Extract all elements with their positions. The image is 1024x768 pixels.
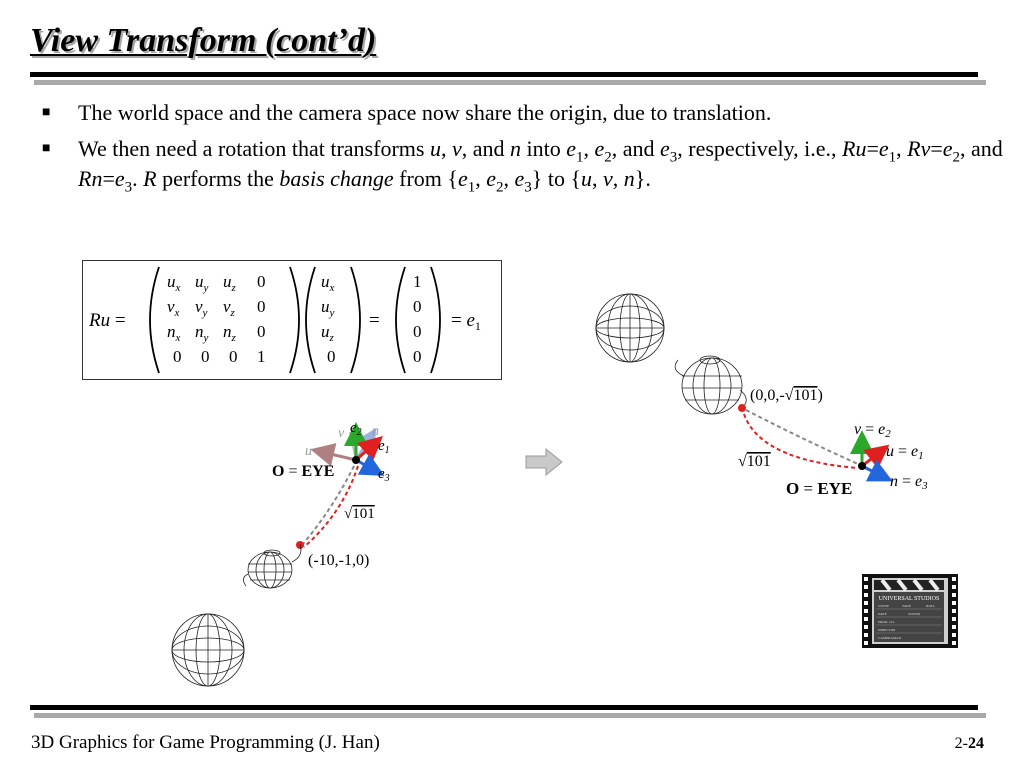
teapot-point xyxy=(738,404,746,412)
matrix-equation xyxy=(82,260,502,380)
svg-text:ROLL: ROLL xyxy=(926,604,936,608)
left-axis-u: u xyxy=(305,444,312,459)
left-origin-label: O = EYE xyxy=(272,463,335,480)
matrix-r xyxy=(167,272,266,366)
svg-text:0: 0 xyxy=(257,322,266,341)
svg-text:0: 0 xyxy=(201,347,210,366)
svg-text:DATE: DATE xyxy=(878,612,887,616)
left-distance-label: √101 xyxy=(344,506,375,522)
bullet-1-text: The world space and the camera space now share the origin, due to translation. xyxy=(78,100,772,125)
svg-text:TAKE: TAKE xyxy=(902,604,912,608)
eq-lhs: Ru = xyxy=(89,310,126,331)
footer-rule-shadow xyxy=(34,713,986,718)
bullet-square-icon: ■ xyxy=(42,105,51,120)
svg-text:nx: $n_x$ xyxy=(167,322,181,344)
teapot-icon xyxy=(243,544,301,588)
svg-text:vx: $v_x$ xyxy=(167,297,180,319)
result-vector xyxy=(413,272,422,366)
svg-text:ny: $n_y$ xyxy=(195,322,209,344)
svg-text:uz: $u_z$ xyxy=(321,322,334,344)
transition-arrow-icon xyxy=(524,447,564,477)
left-diagram xyxy=(160,410,420,695)
eq-rhs: = $e_1$ xyxy=(451,310,481,333)
teapot-icon xyxy=(675,356,746,414)
bullet-2-text: We then need a rotation that transforms u, v, and n into $e_1$, $e_2$, and $e_3$, respectively, i.e., $Ru=e_1$, $Rv=e_2$, and $Rn=e_3$. R performs the basis change from {$e_1$, $e_2$, $e_3$} to {u, v, n}. xyxy=(78,136,1003,196)
eq-equals: = xyxy=(369,310,380,331)
slide-title: View Transform (cont’d) xyxy=(30,22,377,59)
svg-text:SOUND: SOUND xyxy=(908,612,921,616)
svg-text:0: 0 xyxy=(229,347,238,366)
left-axis-e1: $e_1$ xyxy=(378,438,390,456)
svg-text:1: 1 xyxy=(413,272,422,291)
svg-text:PROD. CO.: PROD. CO. xyxy=(878,620,895,624)
svg-text:0: 0 xyxy=(413,347,422,366)
svg-text:0: 0 xyxy=(327,347,336,366)
sphere-icon xyxy=(172,614,244,686)
svg-text:0: 0 xyxy=(173,347,182,366)
svg-text:uz: $u_z$ xyxy=(223,272,236,294)
left-axis-e2: $e_2$ xyxy=(350,420,362,438)
svg-text:CAMERAMAN: CAMERAMAN xyxy=(878,636,902,640)
right-point-label: (0,0,-√101) xyxy=(750,387,823,404)
svg-text:ux: $u_x$ xyxy=(167,272,181,294)
right-axis-n: n = e3 xyxy=(890,473,928,492)
svg-text:vy: $v_y$ xyxy=(195,297,208,319)
right-origin-label: O = EYE xyxy=(786,479,853,498)
footer-rule xyxy=(30,705,978,710)
footer-course: 3D Graphics for Game Programming (J. Han) xyxy=(31,732,380,753)
right-diagram xyxy=(590,290,960,510)
svg-text:uy: $u_y$ xyxy=(195,272,209,294)
svg-text:nz: $n_z$ xyxy=(223,322,236,344)
svg-text:SCENE: SCENE xyxy=(878,604,890,608)
bullet-list xyxy=(36,98,1016,200)
right-axis-u: u = e1 xyxy=(886,443,924,462)
right-distance-label: √101 xyxy=(738,453,771,470)
svg-text:DIRECTOR: DIRECTOR xyxy=(878,628,896,632)
left-axis-e3: $e_3$ xyxy=(378,466,390,484)
title-rule-shadow xyxy=(34,80,986,85)
clapper-studio: UNIVERSAL STUDIOS xyxy=(878,596,940,602)
svg-text:0: 0 xyxy=(413,297,422,316)
vector-u xyxy=(321,272,336,366)
eye-point xyxy=(858,462,866,470)
page-number: 2-24 xyxy=(954,735,984,752)
svg-text:vz: $v_z$ xyxy=(223,297,235,319)
eye-point xyxy=(352,456,360,464)
left-point-label: (-10,-1,0) xyxy=(308,552,370,569)
bullet-1 xyxy=(36,98,1016,128)
clapperboard-icon xyxy=(862,574,958,648)
title-rule xyxy=(30,72,978,77)
svg-text:0: 0 xyxy=(413,322,422,341)
svg-text:0: 0 xyxy=(257,272,266,291)
left-axis-v: v xyxy=(338,426,345,441)
svg-text:ux: $u_x$ xyxy=(321,272,335,294)
left-axis-n: n xyxy=(372,424,379,439)
svg-text:1: 1 xyxy=(257,347,266,366)
bullet-2 xyxy=(36,134,1016,194)
sphere-icon xyxy=(596,294,664,362)
right-axis-v: v = e2 xyxy=(854,421,891,440)
svg-text:uy: $u_y$ xyxy=(321,297,335,319)
bullet-square-icon: ■ xyxy=(42,141,51,156)
svg-text:0: 0 xyxy=(257,297,266,316)
